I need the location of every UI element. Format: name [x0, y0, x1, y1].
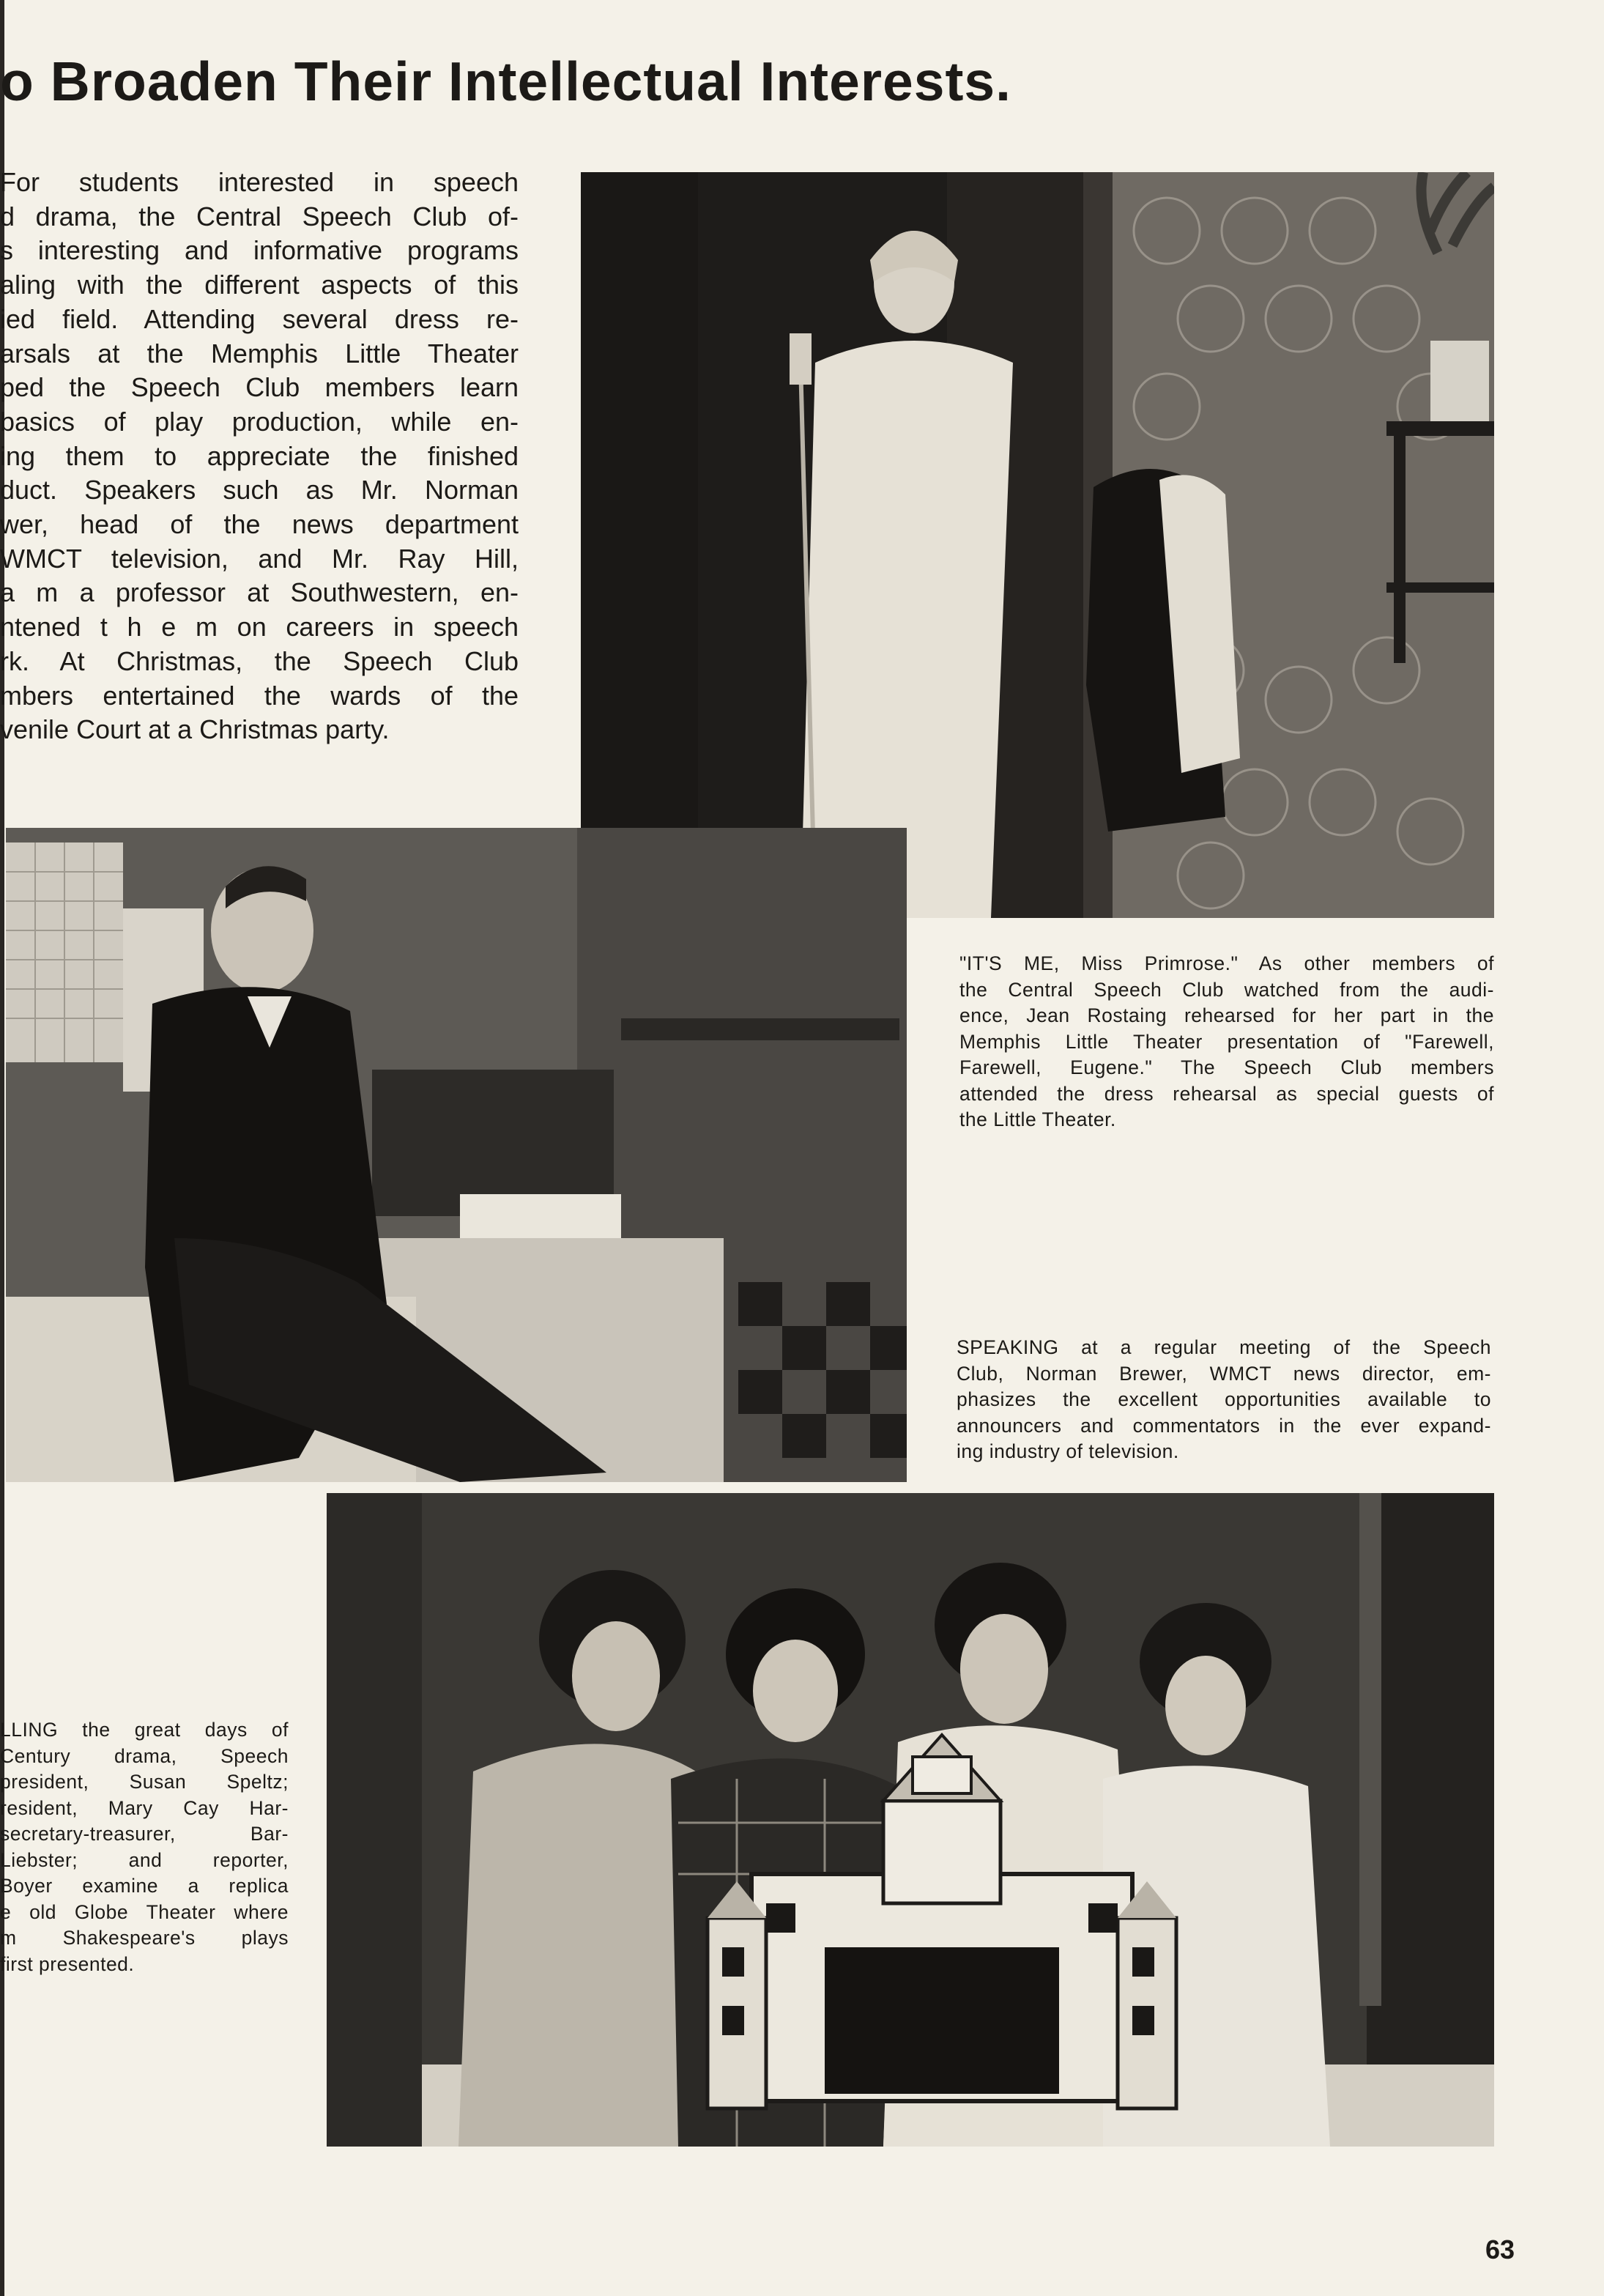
caption-line: Memphis Little Theater presentation of "Farewell, [959, 1030, 1494, 1053]
caption-line: the Little Theater. [959, 1108, 1116, 1130]
caption-line: ing industry of television. [957, 1440, 1179, 1462]
caption-line: e old Globe Theater where [0, 1900, 289, 1923]
caption-line: ence, Jean Rostaing rehearsed for her part in the [959, 1004, 1494, 1026]
caption-line: the Central Speech Club watched from the audi- [959, 978, 1494, 1001]
caption-line: Club, Norman Brewer, WMCT news director, em- [957, 1362, 1491, 1385]
caption-line: LLING the great days of [0, 1719, 289, 1741]
body-text-line: arsals at the Memphis Little Theater [0, 338, 519, 369]
body-text-line: rk. At Christmas, the Speech Club [0, 645, 519, 676]
caption-line: first presented. [0, 1952, 135, 1975]
caption-line: Century drama, Speech [0, 1744, 289, 1767]
caption-line: secretary-treasurer, Bar- [0, 1823, 289, 1845]
caption-line: Liebster; and reporter, [0, 1848, 289, 1871]
body-text-line: ntened t h e m on careers in speech [0, 612, 519, 642]
body-text-line: a m a professor at Southwestern, en- [0, 577, 519, 608]
body-text-line: venile Court at a Christmas party. [0, 714, 390, 745]
body-text-line: duct. Speakers such as Mr. Norman [0, 475, 519, 506]
body-text-line: basics of play production, while en- [0, 406, 519, 437]
caption-line: Boyer examine a replica [0, 1875, 289, 1897]
page-title: o Broaden Their Intellectual Interests. [0, 51, 1011, 112]
photo-globe-theater [327, 1493, 1494, 2147]
caption-line: president, Susan Speltz; [0, 1771, 289, 1793]
body-text-line: For students interested in speech [0, 167, 519, 197]
body-text [0, 166, 519, 747]
photo-norman-brewer [6, 828, 907, 1482]
caption-line: m Shakespeare's plays [0, 1927, 289, 1949]
page-number: 63 [1485, 2234, 1515, 2264]
caption-line: announcers and commentators in the ever expand- [957, 1414, 1491, 1437]
caption-speaking [957, 1335, 1491, 1465]
caption-globe [0, 1717, 289, 1977]
caption-line: attended the dress rehearsal as special guests of [959, 1082, 1494, 1105]
caption-line: Farewell, Eugene." The Speech Club members [959, 1056, 1494, 1078]
body-text-line: aling with the different aspects of this [0, 270, 519, 300]
body-text-line: ped the Speech Club members learn [0, 372, 519, 403]
body-text-line: d drama, the Central Speech Club of- [0, 201, 519, 232]
body-text-line: mbers entertained the wards of the [0, 680, 519, 711]
photo-primrose [581, 172, 1494, 918]
caption-line: phasizes the excellent opportunities available to [957, 1388, 1491, 1410]
caption-line: resident, Mary Cay Har- [0, 1796, 289, 1819]
caption-primrose [959, 951, 1494, 1133]
body-text-line: wer, head of the news department [0, 509, 519, 540]
body-text-line: WMCT television, and Mr. Ray Hill, [0, 543, 519, 574]
caption-line: SPEAKING at a regular meeting of the Speech [957, 1336, 1491, 1358]
body-text-line: ing them to appreciate the finished [0, 440, 519, 471]
body-text-line: s interesting and informative programs [0, 235, 519, 266]
caption-line: "IT'S ME, Miss Primrose." As other members of [959, 952, 1494, 974]
body-text-line: ied field. Attending several dress re- [0, 303, 519, 334]
